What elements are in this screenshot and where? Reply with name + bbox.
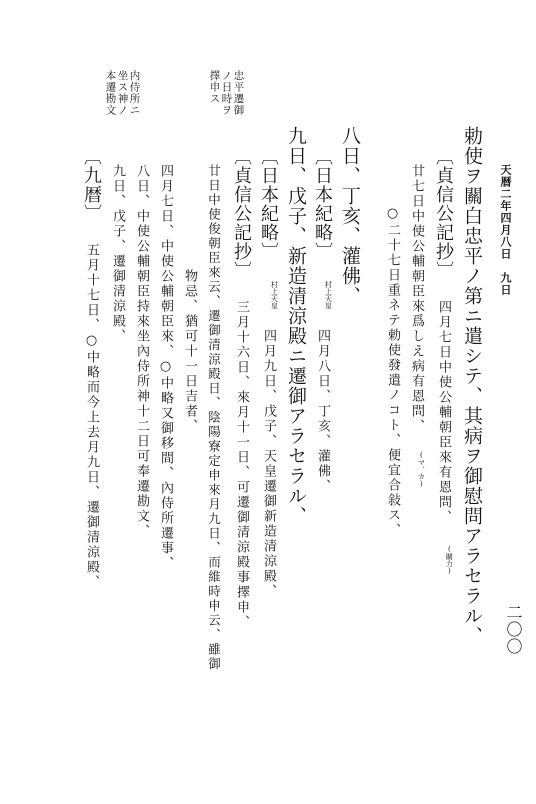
margin-note-line: 忠平遷御	[232, 70, 245, 116]
heading-line: 八日、丁亥、灌佛、	[339, 126, 361, 306]
margin-note-line: 本遷勘文	[104, 70, 117, 116]
body-line	[410, 164, 424, 488]
source-title: 〔日本紀略〕	[258, 147, 279, 261]
source-entry	[434, 147, 452, 575]
margin-note-line: 内侍所ニ	[128, 70, 141, 116]
editorial-remark: ○二十七日重ネテ勅使發遣ノコト、便宜合敍ス、	[385, 206, 400, 538]
source-title: 〔九暦〕	[81, 147, 102, 223]
reign-note: 村上天皇	[324, 281, 333, 309]
body-line: 九日、戊子、遷御清涼殿、	[110, 164, 125, 344]
heading-line: 九日、戊子、新造清涼殿ニ遷御アラセラル、	[285, 126, 307, 526]
body-text: 四月八日、丁亥、灌佛、	[315, 329, 330, 494]
body-text: 四月九日、戊子、天皇遷御新造清涼殿、	[261, 329, 276, 599]
source-title: 〔貞信公記抄〕	[231, 147, 252, 280]
heading-line: 勅使ヲ關白忠平ノ第ニ遣シテ、其病ヲ御慰問アラセラル、	[461, 126, 483, 646]
body-text: 三月十六日、來月十一日、可遷御清涼殿事擇申、	[234, 300, 249, 630]
body-text: 四月七日中使公輔朝臣來有恩問、	[436, 300, 451, 525]
reign-note: 村上天皇	[270, 281, 279, 309]
source-entry	[82, 147, 100, 590]
source-entry	[313, 147, 331, 494]
source-title: 〔日本紀略〕	[312, 147, 333, 261]
source-title: 〔貞信公記抄〕	[433, 147, 454, 280]
body-line: 廿日中使俊朝臣來云、遷御清涼殿日、陰陽寮定申來月九日、而維時申云、雖御	[206, 164, 222, 672]
body-text: 廿七日中使公輔朝臣來爲しえ病有恩問、	[409, 164, 424, 434]
editorial-note: (關力)	[445, 545, 454, 575]
body-line: 四月七日、中使公輔朝臣來、○中略又御移間、內侍所遷事、	[158, 164, 173, 571]
running-head: 天暦二年四月八日 九日	[499, 164, 512, 296]
source-entry	[232, 147, 250, 630]
body-line: 八日、中使公輔朝臣持來坐內侍所神十二日可奉遷勘文、	[134, 164, 149, 539]
margin-note-line: 坐ス神ノ	[116, 70, 129, 116]
editorial-note: (マ、カ)	[417, 451, 426, 488]
body-line: 物忌、猶可十一日吉者、	[182, 269, 197, 434]
margin-note-line: ノ日時ヲ	[220, 70, 233, 116]
body-text: 五月十七日、○中略而今上去月九日、遷御清涼殿、	[84, 243, 99, 590]
page-number: 二〇〇	[504, 604, 523, 655]
margin-note-line: 擇申ス	[208, 70, 221, 105]
source-entry	[259, 147, 277, 599]
